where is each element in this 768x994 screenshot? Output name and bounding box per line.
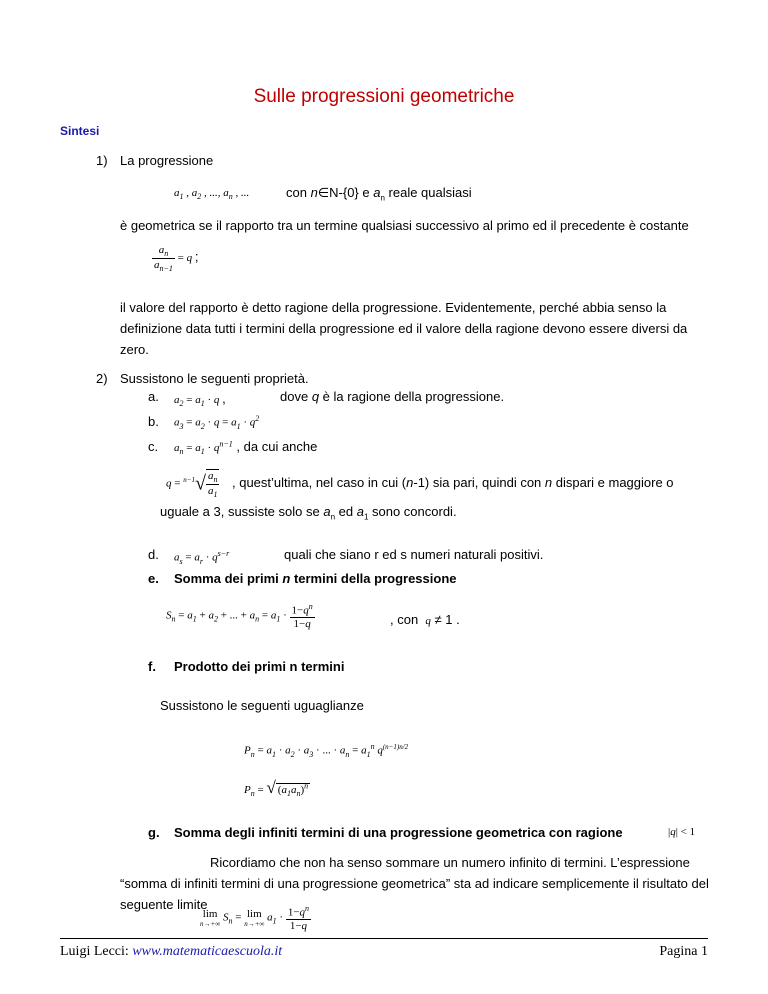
page-title: Sulle progressioni geometriche xyxy=(253,86,515,107)
prop-d-text: quali che siano r ed s numeri naturali positivi. xyxy=(284,547,544,562)
prop-c-formula: $a_n = a_1 \cdot q^{n-1}$ , da cui anche xyxy=(174,439,318,457)
prop-f-heading: Prodotto dei primi n termini xyxy=(174,659,345,674)
prop-g-label: g. xyxy=(148,825,160,840)
item2-label: 2) xyxy=(96,371,108,386)
section-heading: Sintesi xyxy=(60,124,100,138)
item1-condition: con n∈N-{0} e $a_n$ reale qualsiasi xyxy=(286,185,472,203)
prop-f-label: f. xyxy=(148,659,156,674)
prop-e-heading: Somma dei primi n termini della progressione xyxy=(174,571,457,586)
prop-e-formula: $S_n = a_1 + a_2$ + ... + $a_n = a_1$ · $\frac{1-q^n}{1-q}$ xyxy=(166,602,313,630)
prop-e-label: e. xyxy=(148,571,159,586)
footer-page-number: Pagina 1 xyxy=(659,944,708,959)
prop-f-formula2: $P_n$ = √ $(a_1a_n)^n$ xyxy=(244,778,309,799)
item1-statement: è geometrica se il rapporto tra un termine qualsiasi successivo al primo ed il precedente è costante xyxy=(120,218,689,233)
prop-c-root-formula: q = $^{n-1}$√ $\frac{a_n}{a_1}$ xyxy=(166,470,218,500)
prop-g-condition: |q| < 1 xyxy=(668,826,696,838)
item1-sequence: $a_1$ , $a_2$ , ..., $a_n$ , ... xyxy=(174,187,250,202)
prop-d-formula: $a_s = a_r \cdot q^{s-r}$ xyxy=(174,549,230,566)
prop-f-intro: Sussistono le seguenti uguaglianze xyxy=(160,698,364,713)
prop-c-root-text2: uguale a 3, sussiste solo se $a_n$ ed $a_1$ sono concordi. xyxy=(160,504,457,522)
prop-c-root-text: , quest’ultima, nel caso in cui (n-1) sia pari, quindi con n dispari e maggiore o xyxy=(232,475,674,490)
prop-b-formula: $a_3 = a_2 \cdot q = a_1 \cdot q^2$ xyxy=(174,414,260,431)
prop-d-label: d. xyxy=(148,547,159,562)
item2-intro: Sussistono le seguenti proprietà. xyxy=(120,371,309,386)
item1-explanation: il valore del rapporto è detto ragione della progressione. Evidentemente, perché abbia senso la definizione data tutti i termini della progressione ed il valore della ragione devono essere diversi da zero. xyxy=(120,300,688,357)
prop-g-formula: lim n→+∞ $S_n$ = lim n→+∞ $a_1$ · $\frac{1-q^n}{1-q}$ xyxy=(200,904,310,932)
footer-divider xyxy=(60,938,708,939)
prop-a-formula: $a_2 = a_1 \cdot q$ , xyxy=(174,391,226,409)
prop-g-heading: Somma degli infiniti termini di una progressione geometrica con ragione xyxy=(174,825,623,840)
prop-g-text: Ricordiamo che non ha senso sommare un numero infinito di termini. L’espressione “somma di infiniti termini di una progressione geometrica” sta ad indicare semplicemente il risultato del seguente limite xyxy=(120,855,709,912)
item1-intro: La progressione xyxy=(120,153,214,168)
ratio-formula: $\frac{a_n}{a_{n-1}}$ = q ; xyxy=(154,244,199,274)
prop-f-formula1: $P_n = a_1 \cdot a_2 \cdot a_3$ · ... · $a_n = a_1^n$ $q^{(n-1)n/2}$ xyxy=(244,742,409,759)
footer-site-link[interactable]: www.matematicaescuola.it xyxy=(132,944,283,959)
prop-a-text: dove q è la ragione della progressione. xyxy=(280,389,505,404)
prop-a-label: a. xyxy=(148,389,159,404)
item1-label: 1) xyxy=(96,153,108,168)
prop-c-label: c. xyxy=(148,439,159,454)
prop-e-condition: , con q ≠ 1 . xyxy=(390,612,460,627)
footer-author: Luigi Lecci: www.matematicaescuola.it xyxy=(60,944,283,959)
prop-b-label: b. xyxy=(148,414,159,429)
